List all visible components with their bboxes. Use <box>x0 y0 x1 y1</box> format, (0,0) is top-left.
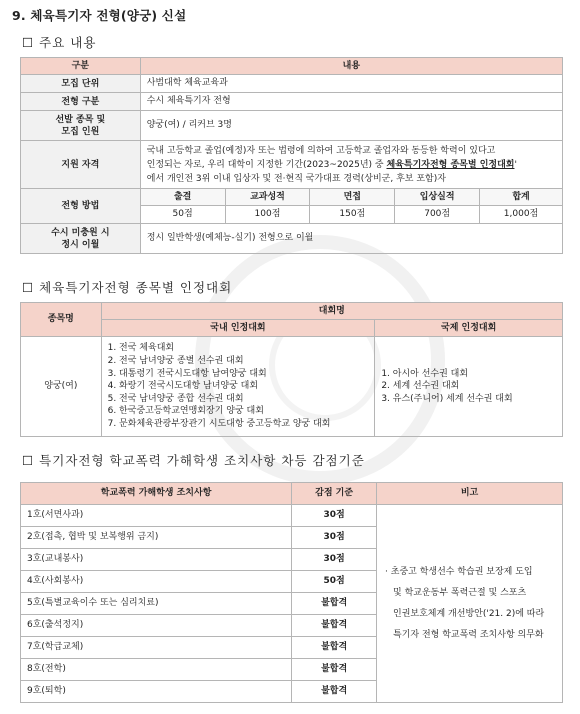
header-international: 국제 인정대회 <box>375 320 563 337</box>
measure-cell: 7호(학급교체) <box>21 637 292 659</box>
qualification-text: 국내 고등학교 졸업(예정)자 또는 법령에 의하여 고등학교 졸업자와 동등한 학력이 있다고 인정되는 자로, 우리 대학이 지정한 기간(2023~2025년) 중 체육특기자전형 종목별 인정대회' 에서 개인전 3위 이내 입상자 및 전·현직 국가대표 경력(상비군, 후보 포함)자 <box>140 141 562 189</box>
row-value: 양궁(여) / 리커브 3명 <box>140 111 562 141</box>
list-item: 5. 전국 남녀양궁 종합 선수권 대회 <box>107 393 244 404</box>
measure-cell: 6호(출석정지) <box>21 615 292 637</box>
section-heading-main: ☐ 주요 내용 <box>22 35 97 50</box>
deduction-cell: 30점 <box>292 505 377 527</box>
header-deduction: 감점 기준 <box>292 483 377 505</box>
deduction-cell: 불합격 <box>292 593 377 615</box>
list-item: 1. 아시아 선수권 대회 <box>381 368 469 379</box>
list-item: 7. 문화체육관광부장관기 시도대항 중고등학교 양궁 대회 <box>107 418 331 429</box>
header-domestic: 국내 인정대회 <box>101 320 375 337</box>
row-label: 전형 구분 <box>21 93 141 111</box>
row-label: 선발 종목 및 모집 인원 <box>21 111 141 141</box>
method-label: 전형 방법 <box>21 189 141 224</box>
row-value: 수시 체육특기자 전형 <box>140 93 562 111</box>
deduction-cell: 불합격 <box>292 659 377 681</box>
note-cell: · 초중고 학생선수 학습권 보장제 도입 및 학교운동부 폭력근절 및 스포츠 인권보호체계 개선방안('21. 2)에 따라 특기자 전형 학교폭력 조치사항 의무화 <box>377 505 563 703</box>
measure-cell: 5호(특별교육이수 또는 심리치료) <box>21 593 292 615</box>
qualification-label: 지원 자격 <box>21 141 141 189</box>
list-item: 3. 대통령기 전국시도대항 남여양궁 대회 <box>107 368 267 379</box>
list-item: 1. 전국 체육대회 <box>107 343 175 354</box>
violence-deduction-table <box>20 482 563 703</box>
deduction-cell: 불합격 <box>292 615 377 637</box>
header-competition: 대회명 <box>101 303 562 320</box>
deduction-cell: 불합격 <box>292 637 377 659</box>
measure-cell: 3호(교내봉사) <box>21 549 292 571</box>
list-item: 4. 화랑기 전국시도대항 남녀양궁 대회 <box>107 381 259 392</box>
competition-table <box>20 302 563 437</box>
shift-value: 정시 일반학생(예체능-실기) 전형으로 이월 <box>140 224 562 254</box>
section-heading-competitions: ☐ 체육특기자전형 종목별 인정대회 <box>22 280 233 295</box>
method-value: 100점 <box>225 206 310 224</box>
domestic-competition-list <box>101 337 375 437</box>
list-item: 3. 유스(주니어) 세계 선수권 대회 <box>381 393 513 404</box>
method-value: 50점 <box>140 206 225 224</box>
method-header: 면접 <box>310 189 395 206</box>
deduction-cell: 50점 <box>292 571 377 593</box>
method-value: 1,000점 <box>480 206 563 224</box>
recognized-competition-ref: 체육특기자전형 종목별 인정대회 <box>386 159 515 170</box>
list-item: 2. 세계 선수권 대회 <box>381 381 460 392</box>
deduction-cell: 30점 <box>292 527 377 549</box>
page-title: 9. 체육특기자 전형(양궁) 신설 <box>12 8 187 23</box>
method-value: 150점 <box>310 206 395 224</box>
header-measure: 학교폭력 가해학생 조치사항 <box>21 483 292 505</box>
list-item: 6. 한국중고등학교연맹회장기 양궁 대회 <box>107 406 264 417</box>
measure-cell: 4호(사회봉사) <box>21 571 292 593</box>
event-name: 양궁(여) <box>21 337 102 437</box>
measure-cell: 9호(퇴학) <box>21 681 292 703</box>
header-category: 구분 <box>21 58 141 75</box>
header-note: 비고 <box>377 483 563 505</box>
measure-cell: 8호(전학) <box>21 659 292 681</box>
section-heading-violence: ☐ 특기자전형 학교폭력 가해학생 조치사항 차등 감점기준 <box>22 453 365 468</box>
deduction-cell: 불합격 <box>292 681 377 703</box>
list-item: 2. 전국 남녀양궁 종별 선수권 대회 <box>107 356 244 367</box>
deduction-cell: 30점 <box>292 549 377 571</box>
shift-label: 수시 미충원 시 정시 이월 <box>21 224 141 254</box>
method-header: 입상실적 <box>395 189 480 206</box>
method-header: 출결 <box>140 189 225 206</box>
international-competition-list <box>375 337 563 437</box>
row-value: 사범대학 체육교육과 <box>140 75 562 93</box>
header-content: 내용 <box>140 58 562 75</box>
measure-cell: 1호(서면사과) <box>21 505 292 527</box>
row-label: 모집 단위 <box>21 75 141 93</box>
method-header: 교과성적 <box>225 189 310 206</box>
method-value: 700점 <box>395 206 480 224</box>
header-event: 종목명 <box>21 303 102 337</box>
main-content-table <box>20 57 563 254</box>
method-header: 합계 <box>480 189 563 206</box>
measure-cell: 2호(접촉, 협박 및 보복행위 금지) <box>21 527 292 549</box>
